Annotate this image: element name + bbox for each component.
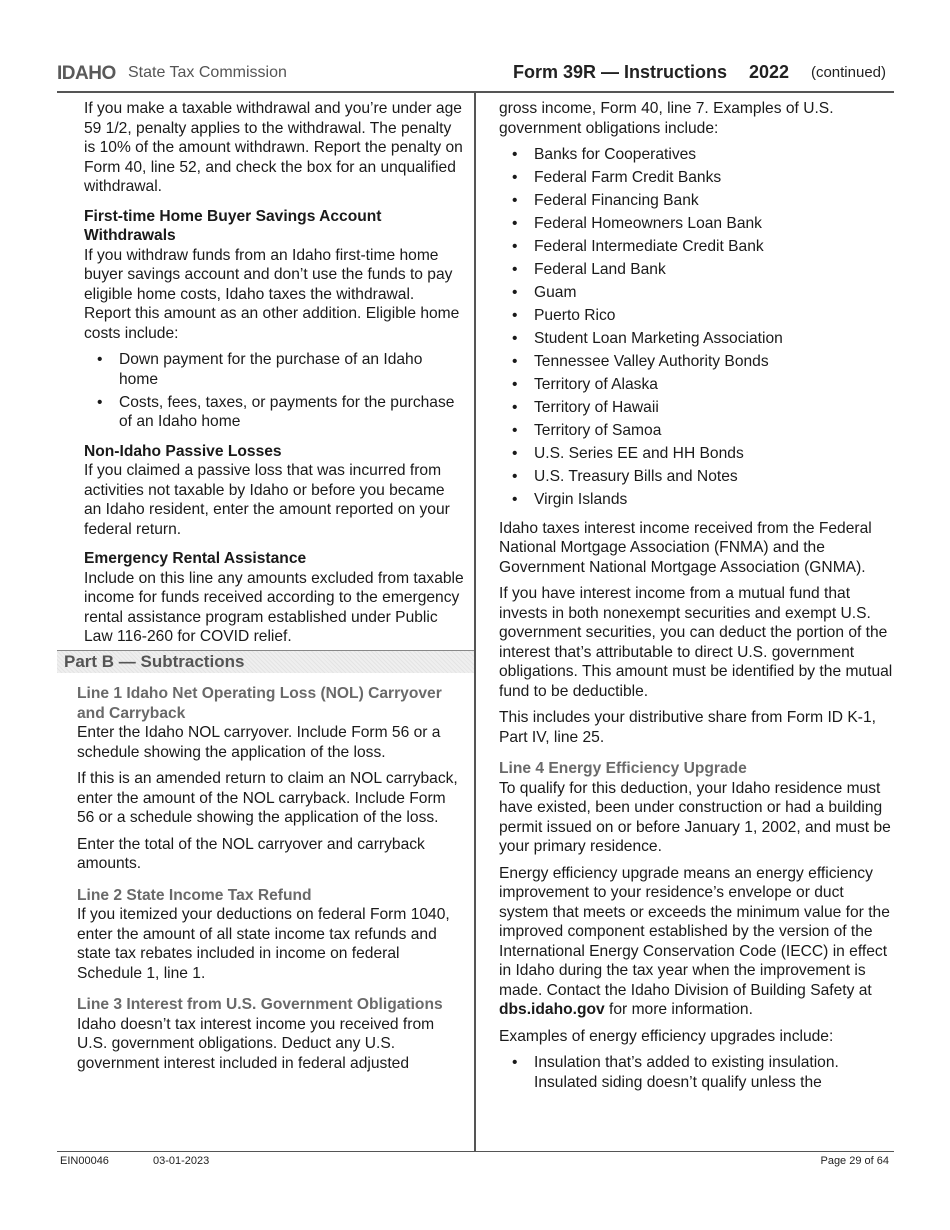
line1-heading: Line 1 Idaho Net Operating Loss (NOL) Carryover and Carryback [77,685,442,722]
column-divider [474,92,476,1152]
agency-name: State Tax Commission [128,64,287,81]
fnma-paragraph: Idaho taxes interest income received from the Federal National Mortgage Association (FNMA) and the Government National Mortgage Association (GNMA). [499,519,872,576]
list-item: • Down payment for the purchase of an Idaho home [84,350,464,389]
list-item: • Territory of Hawaii [499,398,894,418]
line3-paragraph: Idaho doesn’t tax interest income you received from U.S. government obligations. Deduct any U.S. government interest included in federal adjusted [77,1015,435,1072]
list-item: • U.S. Series EE and HH Bonds [499,444,894,464]
line4-paragraph-2 [499,864,894,1020]
upgrades-list [499,1053,894,1092]
line2-paragraph: If you itemized your deductions on federal Form 1040, enter the amount of all state income tax refunds and state tax rebates included in income on federal Schedule 1, line 1. [77,906,450,982]
part-b-banner [57,650,474,673]
revision-date: 03-01-2023 [153,1155,210,1167]
right-column [499,99,894,1101]
idaho-logo: IDAHO [57,63,116,84]
list-item: • Federal Intermediate Credit Bank [499,237,894,257]
line4-text-before: Energy efficiency upgrade means an energy efficiency improvement to your residence’s envelope or duct system that meets or exceeds the minimum value for the improved component established by the version of the International Energy Conservation Code (IECC) in effect in Idaho during the tax year when the improvement is made. Contact the Idaho Division of Building Safety at [499,864,890,999]
list-item: • Guam [499,283,894,303]
line1-paragraph-3: Enter the total of the NOL carryover and carryback amounts. [77,835,425,872]
line4-paragraph-1: To qualify for this deduction, your Idaho residence must have existed, been under construction or had a building permit issued on or before January 1, 2002, and must be your primary residence. [499,779,891,855]
line4-paragraph-3: Examples of energy efficiency upgrades include: [499,1027,834,1045]
page-number: Page 29 of 64 [820,1155,889,1167]
rental-assistance-heading: Emergency Rental Assistance [84,550,307,567]
continued-label: (continued) [810,64,886,81]
list-item: • Federal Financing Bank [499,191,894,211]
list-item: • Territory of Alaska [499,375,894,395]
list-item: • U.S. Treasury Bills and Notes [499,467,894,487]
line3-heading: Line 3 Interest from U.S. Government Obligations [77,996,443,1013]
line1-paragraph-2: If this is an amended return to claim an NOL carryback, enter the amount of the NOL carryback. Include Form 56 or a schedule showing the application of the loss. [77,770,458,826]
list-item: • Tennessee Valley Authority Bonds [499,352,894,372]
passive-losses-heading: Non-Idaho Passive Losses [84,442,282,460]
dbs-link[interactable]: dbs.idaho.gov [499,1001,605,1018]
list-item: • Puerto Rico [499,306,894,326]
list-item: • Costs, fees, taxes, or payments for the purchase of an Idaho home [84,393,464,432]
list-item: • Banks for Cooperatives [499,145,894,165]
list-item: • Federal Farm Credit Banks [499,168,894,188]
list-item: • Federal Homeowners Loan Bank [499,214,894,234]
line1-paragraph-1: Enter the Idaho NOL carryover. Include Form 56 or a schedule showing the application of the loss. [77,724,441,761]
obligations-intro: gross income, Form 40, line 7. Examples of U.S. government obligations include: [499,100,834,137]
list-item: • Territory of Samoa [499,421,894,441]
part-b-title: Part B — Subtractions [64,652,245,671]
fthb-paragraph: If you withdraw funds from an Idaho first-time home buyer savings account and don’t use the funds to pay eligible home costs, Idaho taxes the withdrawal. Report this amount as an other addition. Eligible home costs include: [84,246,460,342]
fthb-heading: First-time Home Buyer Savings Account Withdrawals [84,207,382,244]
form-code: EIN00046 [60,1155,109,1167]
form-title: Form 39R — Instructions [512,62,727,82]
left-column-top [84,99,464,654]
form-year: 2022 [748,62,789,82]
list-item: • Virgin Islands [499,490,894,510]
page-header [57,60,890,90]
left-column-bottom [77,684,467,1080]
list-item: • Federal Land Bank [499,260,894,280]
k1-paragraph: This includes your distributive share from Form ID K-1, Part IV, line 25. [499,709,876,746]
mutual-fund-paragraph: If you have interest income from a mutual fund that invests in both nonexempt securities and exempt U.S. government securities, you can deduct the portion of the interest that’s attributable to direct U.S. government obligations. This amount must be identified by the mutual fund to be deductible. [499,585,893,700]
list-item: • Student Loan Marketing Association [499,329,894,349]
footer-divider [57,1151,894,1152]
rental-assistance-paragraph: Include on this line any amounts excluded from taxable income for funds received according to the emergency rental assistance program established under Public Law 116-260 for COVID relief. [84,569,464,645]
line2-heading: Line 2 State Income Tax Refund [77,886,312,904]
line4-text-after: for more information. [604,1001,753,1018]
line4-heading: Line 4 Energy Efficiency Upgrade [499,760,747,777]
obligations-list [499,145,894,510]
passive-losses-paragraph: If you claimed a passive loss that was incurred from activities not taxable by Idaho or before you became an Idaho resident, enter the amount reported on your federal return. [84,462,450,538]
list-item: • Insulation that’s added to existing insulation. Insulated siding doesn’t qualify unless the [499,1053,894,1092]
eligible-costs-list [84,350,464,432]
withdrawal-penalty-paragraph: If you make a taxable withdrawal and you’re under age 59 1/2, penalty applies to the withdrawal. The penalty is 10% of the amount withdrawn. Report the penalty on Form 40, line 52, and check the box for an unqualified withdrawal. [84,100,463,195]
